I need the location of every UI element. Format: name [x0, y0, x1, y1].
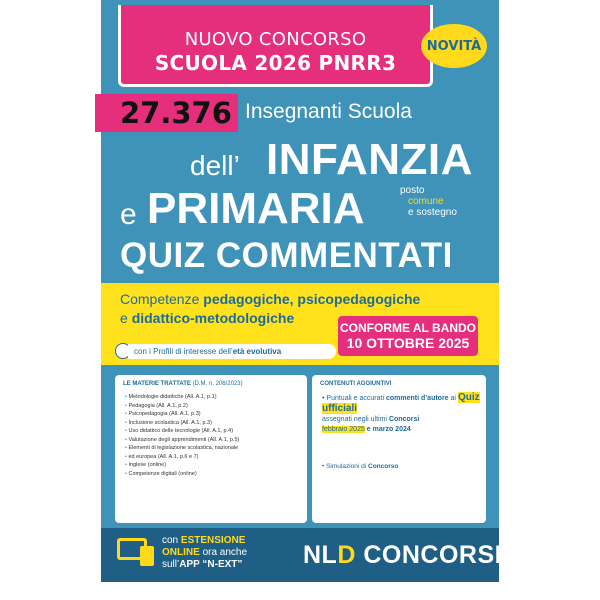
comp-bold2: didattico-metodologiche — [131, 310, 295, 326]
conforme-line2: 10 OTTOBRE 2025 — [346, 335, 470, 351]
materie-title-text: LE MATERIE TRATTATE — [123, 381, 191, 387]
materie-note: (D.M. n. 206/2023) — [192, 381, 243, 387]
header-line1: NUOVO CONCORSO — [184, 29, 367, 50]
profili-bold: età evolutiva — [232, 347, 282, 356]
profili-pre: con i Profili di interesse dell’ — [134, 347, 233, 356]
list-item: • Pedagogia (All. A.1, p.2) — [125, 402, 239, 411]
list-item: • Metodologie didattiche (All. A.1, p.1) — [125, 393, 239, 402]
list-item: • Competenze digitali (online) — [125, 470, 239, 479]
materie-box — [115, 375, 307, 523]
teachers-label: Insegnanti Scuola — [245, 100, 412, 123]
logo-d: D — [337, 541, 356, 569]
c-p1: Puntuali e accurati — [326, 395, 384, 402]
ext-online: ONLINE — [162, 547, 200, 558]
ext-con: con — [162, 535, 179, 546]
list-item: • Uso didattico delle tecnologie (All. A.1, p.4) — [125, 427, 239, 436]
list-item: • Inglese (online) — [125, 461, 239, 470]
conforme-badge — [338, 316, 478, 356]
list-item: • Inclusione scolastica (All. A.1, p.3) — [125, 419, 239, 428]
c-concorsi: Concorsi — [388, 416, 420, 423]
list-item: • Psicopedagogia (All. A.1, p.3) — [125, 410, 239, 419]
list-item: • Elementi di legislazione scolastica, nazionale — [125, 444, 239, 453]
c-mar: e marzo 2024 — [366, 426, 411, 433]
header-box — [118, 5, 433, 87]
simulazioni: • Simulazioni di Concorso — [322, 463, 399, 470]
extension-text — [162, 535, 247, 571]
c-p1c: ai — [450, 395, 456, 402]
title-dell: dell’ — [190, 150, 240, 181]
comp-pre2: e — [120, 310, 128, 326]
ext-sull: sull’ — [162, 559, 180, 570]
title-e: e — [120, 198, 137, 231]
posto-label: posto — [400, 185, 425, 196]
phone-icon — [140, 546, 154, 566]
logo-concorsi: CONCORSI — [363, 541, 503, 569]
c-p2: assegnati negli ultimi — [322, 416, 387, 423]
contenuti-box — [312, 375, 486, 523]
list-item: • ed europea (All. A.1, p.6 e 7) — [125, 453, 239, 462]
materie-title — [123, 381, 243, 387]
conforme-line1: CONFORME AL BANDO — [340, 321, 476, 335]
materie-list — [125, 393, 239, 478]
nld-logo — [303, 541, 502, 570]
logo-nl: NL — [303, 541, 338, 569]
ext-app: APP “N-EXT” — [179, 559, 243, 570]
posto-note — [400, 185, 457, 218]
ext-estensione: ESTENSIONE — [180, 535, 246, 546]
c-sim: Simulazioni di — [326, 463, 367, 470]
header-line2: SCUOLA 2026 PNRR3 — [154, 51, 397, 75]
c-p1b: commenti d’autore — [385, 395, 449, 402]
comune-label: comune — [408, 196, 444, 207]
c-feb: febbraio 2025 — [322, 426, 365, 433]
list-item: • Valutazione degli apprendimenti (All. A.1, p.5) — [125, 436, 239, 445]
contenuti-text: • Puntuali e accurati commenti d’autore ai Quiz ufficiali assegnati negli ultimi Concorsi febbraio 2025 e marzo 2024 — [322, 392, 480, 433]
c-quiz: Quiz ufficiali — [322, 392, 480, 414]
comp-pre: Competenze — [120, 291, 200, 307]
comp-bold1: pedagogiche, psicopedagogiche — [203, 291, 421, 307]
sostegno-label: e sostegno — [408, 207, 457, 218]
title-primaria: PRIMARIA — [147, 184, 365, 233]
title-quiz: QUIZ COMMENTATI — [120, 236, 453, 275]
novita-badge: NOVITÀ — [421, 24, 487, 68]
contenuti-title: CONTENUTI AGGIUNTIVI — [320, 381, 392, 387]
teachers-number: 27.376 — [120, 96, 232, 130]
title-infanzia: INFANZIA — [266, 135, 473, 184]
profili-strip — [128, 344, 336, 359]
ext-ora: ora anche — [202, 547, 248, 558]
c-simb: Concorso — [368, 463, 399, 470]
